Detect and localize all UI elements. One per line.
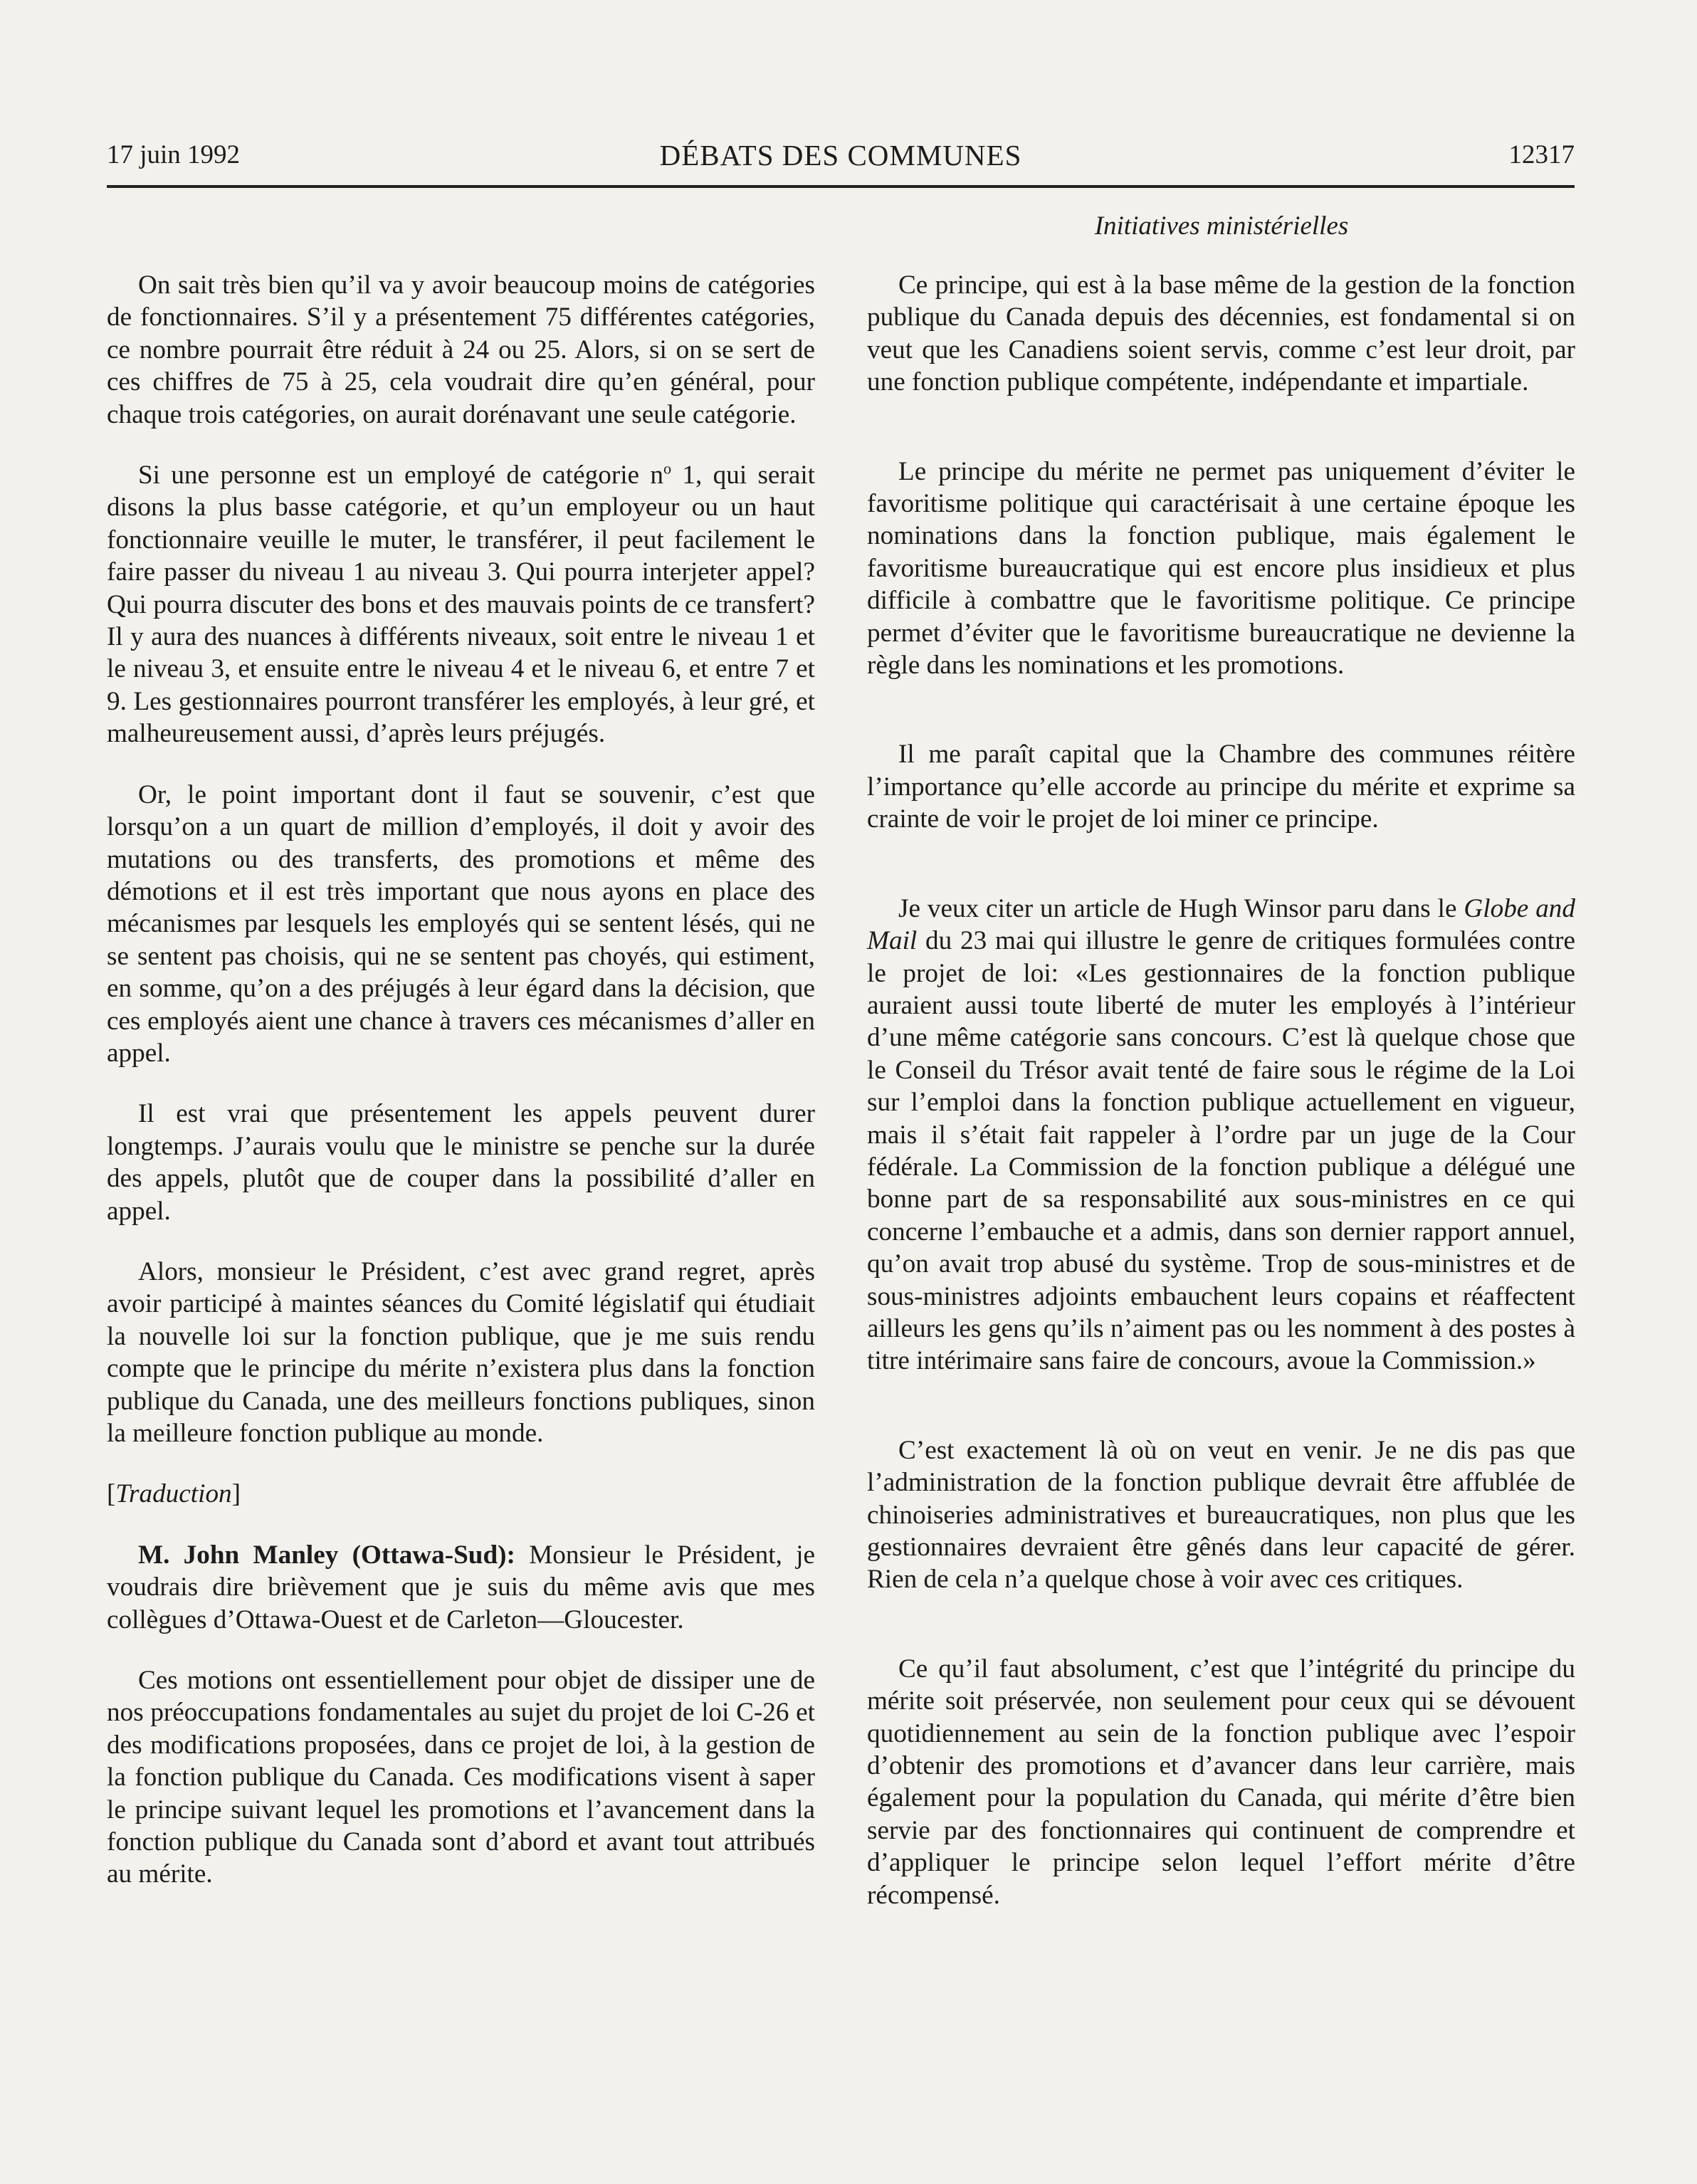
paragraph: Le principe du mérite ne permet pas uniquement d’éviter le favoritisme politique qui caractérisait à une certaine époque les nominations dans la fonction publique, mais également le favoritisme bureaucratique qui est encore plus insidieux et plus difficile à combattre que le favoritisme politique. Ce principe permet d’éviter que le favoritisme bureaucratique ne devienne la règle dans les nominations et les promotions. [867,456,1575,681]
paragraph: Or, le point important dont il faut se souvenir, c’est que lorsqu’on a un quart de million d’employés, il doit y avoir des mutations ou des transferts, des promotions et même des démotions et il est très important que nous ayons en place des mécanismes par lesquels les employés qui se sentent lésés, qui ne se sentent pas choisis, qui ne se sentent pas choyés, qui estiment, en somme, qu’on a des préjugés à leur égard dans la décision, que ces employés aient une chance à travers ces mécanismes d’aller en appel. [107,779,815,1068]
speaker-name: M. John Manley (Ottawa-Sud): [138,1540,515,1570]
publication-name: Globe and Mail [867,893,1575,956]
speaker-paragraph: M. John Manley (Ottawa-Sud): Monsieur le Président, je voudrais dire brièvement que je suis du même avis que mes collègues d’Ottawa-Ouest et de Carleton—Gloucester. [107,1540,815,1634]
paragraph: Il est vrai que présentement les appels peuvent durer longtemps. J’aurais voulu que le ministre se penche sur la durée des appels, plutôt que de couper dans la possibilité d’aller en appel. [107,1099,815,1226]
paragraph: Ce principe, qui est à la base même de la gestion de la fonction publique du Canada depuis des décennies, est fondamental si on veut que les Canadiens soient servis, comme c’est leur droit, par une fonction publique compétente, indépendante et impartiale. [867,271,1575,397]
header-date: 17 juin 1992 [107,140,241,169]
paragraph: Si une personne est un employé de catégorie $n^o$ 1, qui serait disons la plus basse catégorie, et qu’un employeur ou un haut fonctionnaire veuille le muter, le transférer, il peut facilement le faire passer du niveau 1 au niveau 3. Qui pourra interjeter appel? Qui pourra discuter des bons et des mauvais points de ce transfert? Il y aura des nuances à différents niveaux, soit entre le niveau 1 et le niveau 3, et ensuite entre le niveau 4 et le niveau 6, et entre 7 et 9. Les gestionnaires pourront transférer les employés, à leur gré, et malheureusement aussi, d’après leurs préjugés. [107,459,815,749]
paragraph: Ces motions ont essentiellement pour objet de dissiper une de nos préoccupations fondamentales au sujet du projet de loi C-26 et des modifications proposées, dans ce projet de loi, à la gestion de la fonction publique du Canada. Ces modifications visent à saper le principe suivant lequel les promotions et l’avancement dans la fonction publique du Canada sont d’abord et avant tout attribués au mérite. [107,1666,815,1889]
paragraph: Ce qu’il faut absolument, c’est que l’intégrité du principe du mérite soit préservée, non seulement pour ceux qui se dévouent quotidiennement au sein de la fonction publique avec l’espoir d’obtenir des promotions et d’avancer dans leur carrière, mais également pour la population du Canada, qui mérite d’être bien servie par des fonctionnaires qui continuent de comprendre et d’appliquer le principe selon lequel l’effort mérite d’être récompensé. [867,1654,1575,1910]
paragraph: Je veux citer un article de Hugh Winsor paru dans le Globe and Mail du 23 mai qui illustre le genre de critiques formulées contre le projet de loi: «Les gestionnaires de la fonction publique auraient aussi toute liberté de muter les employés à l’intérieur d’une même catégorie sans concours. C’est là quelque chose que le Conseil du Trésor avait tenté de faire sous le régime de la Loi sur l’emploi dans la fonction publique actuellement en vigueur, mais il s’était fait rappeler à l’ordre par un juge de la Cour fédérale. La Commission de la fonction publique a délégué une bonne part de sa responsabilité aux sous-ministres en ce qui concerne l’embauche et a admis, dans son dernier rapport annuel, qu’on avait trop abusé du système. Trop de sous-ministres et de sous-ministres adjoints embauchent leurs copains et réaffectent ailleurs les gens qu’ils n’aiment pas ou les nomment à des postes à titre intérimaire sans faire de concours, avoue la Commission.» [867,893,1575,1376]
page-header [107,134,1575,188]
header-title: DÉBATS DES COMMUNES [659,139,1022,172]
header-page-number: 12317 [1508,140,1575,169]
paragraph: On sait très bien qu’il va y avoir beaucoup moins de catégories de fonctionnaires. S’il y a présentement 75 différentes catégories, ce nombre pourrait être réduit à 24 ou 25. Alors, si on se sert de ces chiffres de 75 à 25, cela voudrait dire qu’en général, pour chaque trois catégories, on aurait dorénavant une seule catégorie. [107,271,815,429]
left-column [107,269,815,1891]
right-column [867,269,1575,1911]
paragraph: Alors, monsieur le Président, c’est avec grand regret, après avoir participé à maintes séances du Comité législatif qui étudiait la nouvelle loi sur la fonction publique, que je me suis rendu compte que le principe du mérite n’existera plus dans la fonction publique du Canada, une des meilleurs fonctions publiques, sinon la meilleure fonction publique au monde. [107,1256,815,1448]
paragraph: Il me paraît capital que la Chambre des communes réitère l’importance qu’elle accorde au principe du mérite et exprime sa crainte de voir le projet de loi miner ce principe. [867,740,1575,834]
section-title: Initiatives ministérielles [1094,211,1349,241]
translation-note: [Traduction] [107,1479,241,1509]
paragraph: C’est exactement là où on veut en venir. Je ne dis pas que l’administration de la fonction publique devrait être affublée de chinoiseries administratives et bureaucratiques, non plus que les gestionnaires devraient être gênés dans leur capacité de gérer. Rien de cela n’a quelque chose à voir avec ces critiques. [867,1435,1575,1595]
